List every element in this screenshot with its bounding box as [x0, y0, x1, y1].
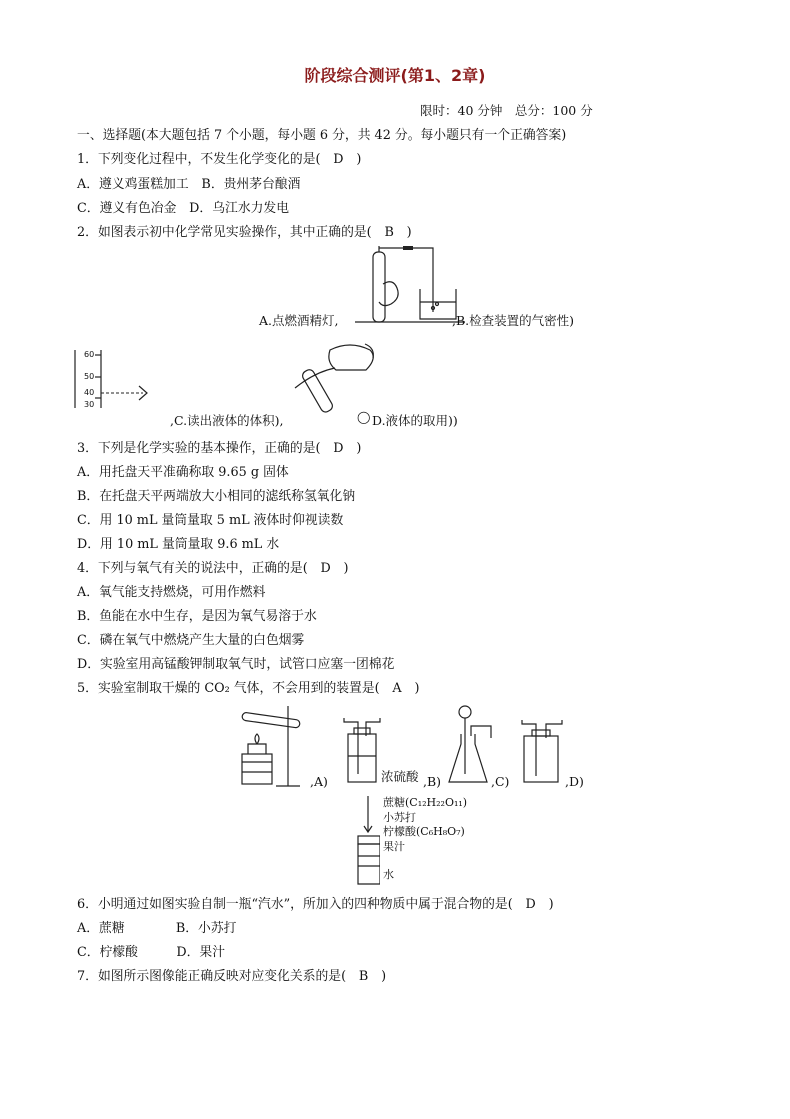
airtightness-check-figure — [355, 244, 465, 326]
q5-label-b: 浓硫酸 — [381, 769, 419, 784]
q3-stem: 3．下列是化学实验的基本操作，正确的是( D ) — [77, 441, 362, 456]
q4-option-c: C．磷在氧气中燃烧产生大量的白色烟雾 — [77, 633, 305, 648]
q5-caption-b: ,B) — [423, 774, 442, 789]
q6-label-juice: 果汁 — [383, 840, 405, 853]
q4-option-d: D．实验室用高锰酸钾制取氧气时，试管口应塞一团棉花 — [77, 657, 395, 672]
apparatus-d-figure — [518, 718, 566, 786]
q6-label-water: 水 — [383, 868, 394, 881]
q6-label-baking-soda: 小苏打 — [383, 811, 416, 824]
time-score-info: 限时：40 分钟 总分：100 分 — [420, 103, 593, 118]
q4-stem: 4．下列与氧气有关的说法中，正确的是( D ) — [77, 561, 349, 576]
q6-label-citric-acid: 柠檬酸(C₆H₈O₇) — [383, 825, 465, 838]
tick-label: 30 — [84, 400, 95, 409]
section-heading: 一、选择题(本大题包括 7 个小题，每小题 6 分，共 42 分。每小题只有一个正确答案) — [77, 128, 567, 143]
q1-stem: 1．下列变化过程中，不发生化学变化的是( D ) — [77, 152, 362, 167]
graduated-cylinder-figure — [73, 350, 158, 410]
tick-label: 50 — [84, 372, 95, 381]
q5-caption-a: ,A) — [310, 774, 328, 789]
apparatus-c-figure — [447, 704, 495, 786]
apparatus-a-figure — [232, 702, 310, 790]
q4-option-a: A．氧气能支持燃烧，可用作燃料 — [77, 585, 266, 600]
page-title: 阶段综合测评(第1、2章) — [304, 66, 486, 85]
q6-options-cd: C．柠檬酸 D．果汁 — [77, 945, 226, 960]
q6-stem: 6．小明通过如图实验自制一瓶“汽水”，所加入的四种物质中属于混合物的是( D ) — [77, 897, 554, 912]
soda-bottle-figure — [350, 796, 380, 888]
q6-options-ab: A．蔗糖 B．小苏打 — [77, 921, 237, 936]
q2-caption-a: A.点燃酒精灯, — [259, 313, 339, 328]
q5-stem: 5．实验室制取干燥的 CO₂ 气体，不会用到的装置是( A ) — [77, 681, 420, 696]
q3-option-a: A．用托盘天平准确称取 9.65 g 固体 — [77, 465, 289, 480]
q7-stem: 7．如图所示图像能正确反映对应变化关系的是( B ) — [77, 969, 387, 984]
q4-option-b: B．鱼能在水中生存，是因为氧气易溶于水 — [77, 609, 317, 624]
liquid-pouring-figure — [275, 340, 385, 415]
q1-options-cd: C．遵义有色冶金 D．乌江水力发电 — [77, 201, 290, 216]
q5-caption-d: ,D) — [565, 774, 584, 789]
q3-option-c: C．用 10 mL 量筒量取 5 mL 液体时仰视读数 — [77, 513, 344, 528]
apparatus-b-figure — [340, 716, 382, 784]
q3-option-b: B．在托盘天平两端放大小相同的滤纸称氢氧化钠 — [77, 489, 356, 504]
q2-stem: 2．如图表示初中化学常见实验操作，其中正确的是( B ) — [77, 225, 412, 240]
q2-caption-c: ,C.读出液体的体积), — [170, 413, 284, 428]
q2-caption-b: ,B.检查装置的气密性) — [452, 313, 575, 328]
q2-caption-d: D.液体的取用)) — [372, 413, 458, 428]
tick-label: 60 — [84, 350, 95, 359]
q6-label-sucrose: 蔗糖(C₁₂H₂₂O₁₁) — [383, 796, 468, 809]
q1-options-ab: A．遵义鸡蛋糕加工 B．贵州茅台酿酒 — [77, 177, 301, 192]
stopper-icon: ◯ — [357, 410, 371, 424]
q5-caption-c: ,C) — [491, 774, 510, 789]
tick-label: 40 — [84, 388, 95, 397]
q3-option-d: D．用 10 mL 量筒量取 9.6 mL 水 — [77, 537, 280, 552]
